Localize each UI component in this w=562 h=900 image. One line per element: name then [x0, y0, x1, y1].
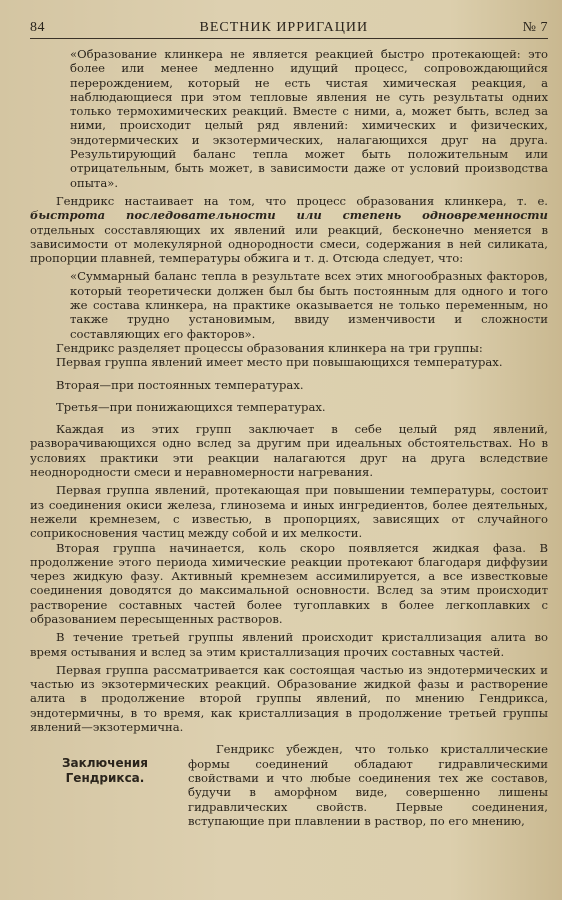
paragraph-groups: Гендрикс разделяет процессы образования клинкера на три группы:	[56, 340, 483, 355]
paragraph-group-1: Первая группа явлений имеет место при повышающихся температурах.	[56, 355, 503, 370]
paragraph-second-group: Вторая группа начинается, коль скоро появляется жидкая фаза. В продолжение этого периода химические реакции протекают благодаря диффузии через жидкую фазу. Активный кремнезем ассимилируется, а все известковые соединения доводятся до максимальной основности. Вслед за этим происходит растворение составных частей более тугоплавких в более легкоплавких с образованием пересыщенных растворов.	[30, 540, 548, 626]
sidenote-section	[30, 742, 548, 828]
sidenote-text: Гендрикс убежден, что только кристаллические формы соединений обладают гидравлическими свойствами и что любые соединения тех же составов, будучи в аморфном виде, совершенно лишены гидравлических свойств. Первые соединения, вступающие при плавлении в раствор, по его мнению,	[188, 742, 548, 828]
paragraph-thermal: Первая группа рассматривается как состоящая частью из эндотермических и частью из экзотермических реакций. Образование жидкой фазы и растворение алита в продолжение второй группы явлений, по мнению Гендрикса, эндотермичны, в то время, как кристаллизация в продолжение третьей группы явлений—экзотермична.	[30, 662, 548, 735]
quote-paragraph-2: «Суммарный баланс тепла в результате всех этих многообразных факторов, который теоретически должен был бы быть постоянным для одного и того же состава клинкера, на практике оказывается не только переменным, но также трудно установимым, ввиду изменчивости и сложности составляющих его факторов».	[70, 269, 548, 341]
journal-title: ВЕСТНИК ИРРИГАЦИИ	[199, 20, 369, 35]
paragraph-text: Гендрикс настаивает на том, что процесс образования клинкера, т. е.	[56, 193, 548, 208]
paragraph-intro	[30, 194, 548, 265]
paragraph-text: отдельных сосставляющих их явлений или реакций, бесконечно меняется в зависимости от молекулярной однородности смеси, содержания в ней силиката, пропорции плавней, температуры обжига и т. д. Отсюда следует, что:	[30, 222, 548, 266]
sidenote-title: Заключения Гендрикса.	[61, 756, 148, 786]
paragraph-group-2: Вторая—при постоянных температурах.	[56, 377, 304, 392]
issue-number: № 7	[522, 20, 548, 35]
emphasis-text: быстрота последовательности или степень одновременности	[30, 208, 548, 223]
paragraph-first-group: Первая группа явлений, протекающая при повышении температуры, состоит из соединения окиси железа, глинозема и иных ингредиентов, более деятельных, нежели кремнезем, с известью, в пропорциях, зависящих от случайного соприкосновения частиц между собой и их мелкости.	[30, 483, 548, 541]
paragraph-third-group: В течение третьей группы явлений происходит кристаллизация алита во время остывания и вслед за этим кристаллизация прочих составных частей.	[30, 630, 548, 659]
page-number: 84	[30, 20, 45, 35]
quote-paragraph-1: «Образование клинкера не является реакцией быстро протекающей: это более или менее медленно идущий процесс, сопровождающийся перерождением, который не есть чистая химическая реакция, а наблюдающиеся при этом тепловые явления не суть результаты одних только термохимических реакций. Вместе с ними, а, может быть, вслед за ними, происходит целый ряд явлений: химических и физических, эндотермических и экзотермических, налагающихся друг на друга. Результирующий баланс тепла может быть положительным или отрицательным, быть может, в зависимости даже от условий производства опыта».	[70, 47, 548, 190]
running-header	[30, 20, 548, 39]
paragraph-group-3: Третья—при понижающихся температурах.	[56, 399, 326, 414]
paragraph-each-group: Каждая из этих групп заключает в себе целый ряд явлений, разворачивающихся одно вслед за другим при идеальных обстоятельствах. Но в условиях практики эти реакции налагаются друг на друга вследствие неоднородности смеси и неравномерности нагревания.	[30, 422, 548, 480]
